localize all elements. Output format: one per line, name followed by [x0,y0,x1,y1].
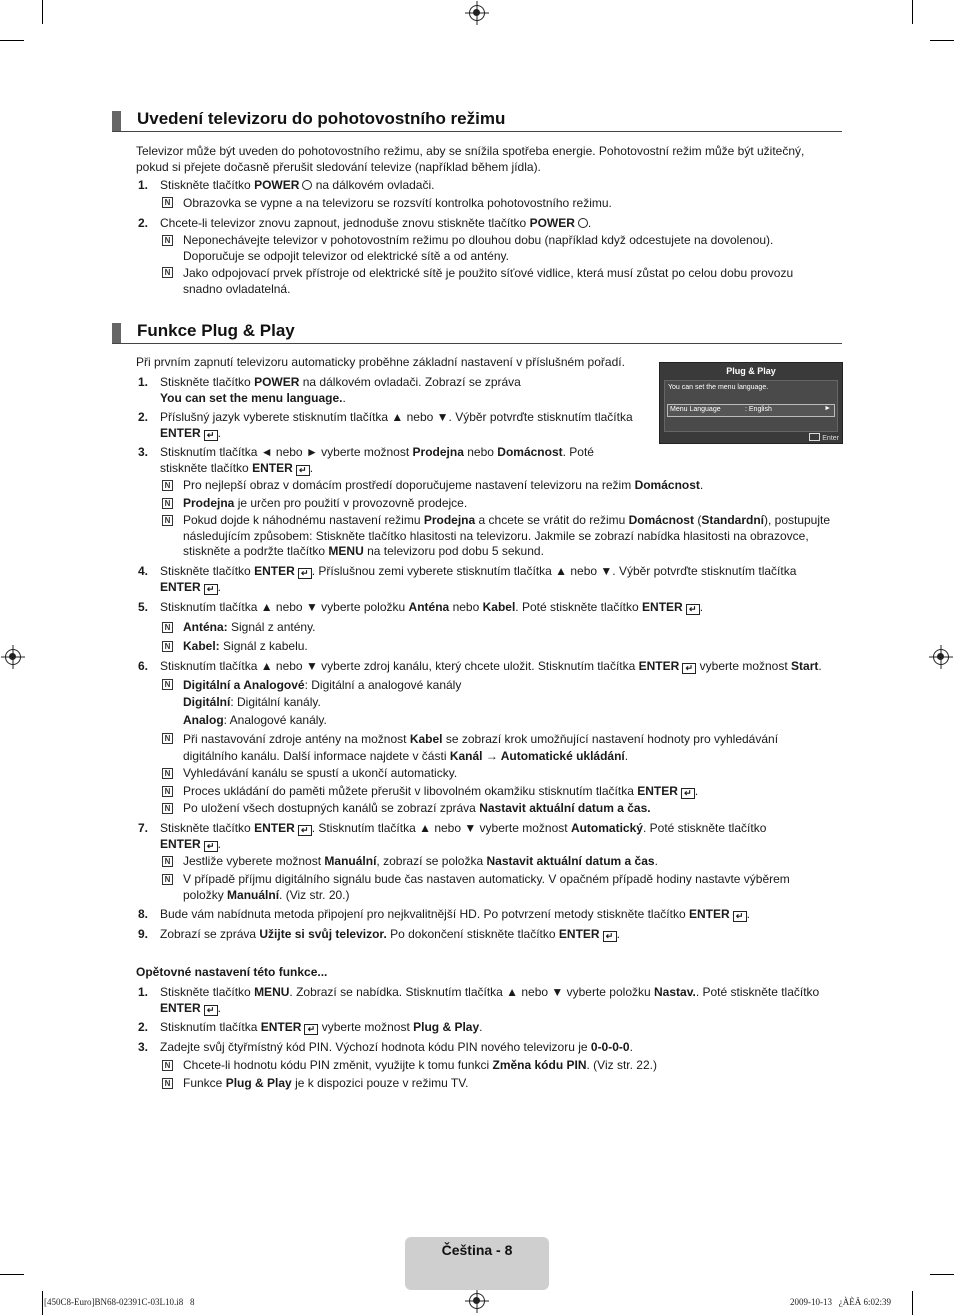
note-text [183,801,651,817]
section-heading-standby [112,111,842,132]
note-text [183,784,698,800]
text: . [624,749,629,763]
enter-icon: ↵ [204,841,218,852]
option-name: Domácnost [634,478,700,492]
text: Pro nejlepší obraz v domácím prostředí doporučujeme nastavení televizoru na režim [183,478,632,492]
text: na televizoru pod dobu 5 sekund. [367,544,544,558]
crop-mark [42,1291,43,1315]
text: , zobrazí se položka [376,854,484,868]
step-number: 1. [138,375,149,389]
note-icon: N [162,786,173,797]
text: na dálkovém ovladači. Zobrazí se zpráva [302,375,521,389]
text: Po uložení všech dostupných kanálů se zobrazí zpráva [183,801,476,815]
button-name: ENTER [688,907,730,921]
print-info-left: [450C8-Euro]BN68-02391C-03L10.i8 8 [44,1297,195,1307]
enter-icon: ↵ [298,825,312,836]
text: . Stisknutím tlačítka ▲ nebo ▼ vyberte možnost [311,821,568,835]
button-name: MENU [328,544,364,558]
osd-field-label: Menu Language [670,406,721,413]
text-line: Neponechávejte televizor v pohotovostním režimu po dlouhou dobu (například když odcestujete na dovolenou). [183,233,774,247]
option-name: Kabel [482,600,516,614]
text: . (Viz str. 20.) [279,887,350,902]
note-icon: N [162,498,173,509]
pin-value: 0-0-0-0 [590,1040,630,1054]
text: Stisknutím tlačítka ▲ nebo ▼ vyberte zdroj kanálu, který chcete uložit. Stisknutím tlačítka [160,659,636,673]
step-number: 1. [138,985,149,999]
enter-icon: ↵ [304,1024,318,1035]
option-name: Digitální [183,695,231,710]
text: položky [183,887,224,902]
button-name: POWER [254,178,300,192]
note-icon: N [162,197,173,208]
registration-mark-icon [469,5,485,21]
text-line: V případě příjmu digitálního signálu bude čas nastaven automaticky. V opačném případě hodiny nastavte výběrem [183,872,790,886]
enter-icon: ↵ [296,465,310,476]
registration-mark-icon [5,649,21,665]
crop-mark [0,1274,24,1275]
option-name: Nastav. [654,985,696,999]
text: Pokud dojde k náhodnému nastavení režimu [183,513,421,527]
step-number: 8. [138,907,149,921]
section-title: Funkce Plug & Play [137,321,295,340]
enter-icon [809,433,820,441]
crop-mark [42,0,43,24]
note-icon: N [162,515,173,526]
note-icon: N [162,803,173,814]
step-text [160,178,434,194]
note-icon: N [162,768,173,779]
step-text [160,445,650,476]
button-name: ENTER [160,836,201,851]
text: Zadejte svůj čtyřmístný kód PIN. Výchozí hodnota kódu PIN nového televizoru je [160,1040,588,1054]
text: ), postupujte [763,513,831,527]
note-icon: N [162,480,173,491]
step-text [160,375,650,406]
text: Stiskněte tlačítko [160,178,251,192]
print-info-right: 2009-10-13 ¿ÀÈÄ 6:02:39 [790,1297,891,1307]
note-text [183,233,773,264]
option-name: Manuální [324,854,377,868]
note-icon: N [162,1060,173,1071]
text: Proces ukládání do paměti můžete přerušit v libovolném okamžiku stisknutím tlačítka [183,784,634,798]
note-text [183,639,308,655]
enter-icon: ↵ [681,788,695,799]
text: . [587,216,592,230]
text-line: Příslušný jazyk vyberete stisknutím tlačítka ▲ nebo ▼. Výběr potvrďte stisknutím tlačítka [160,410,633,424]
page-number-tab [405,1237,549,1290]
note-text [183,266,793,297]
text: Jestliže vyberete možnost [183,854,322,868]
button-name: ENTER [558,927,600,941]
step-text [160,1020,483,1036]
button-name: ENTER [252,460,293,475]
step-number: 2. [138,1020,149,1034]
note-icon: N [162,733,173,744]
text: Zobrazí se zpráva [160,927,257,941]
note-text [183,854,658,870]
page-number: Čeština - 8 [441,1242,513,1258]
option-name: Plug & Play [413,1020,480,1034]
step-number: 7. [138,821,149,835]
text: . Poté stiskněte tlačítko [695,985,820,999]
button-name: ENTER [160,579,201,594]
step-text [160,410,650,441]
text: stiskněte a podržte tlačítko [183,544,326,558]
option-name: Anténa [408,600,450,614]
button-name: POWER [254,375,300,389]
note-icon: N [162,874,173,885]
paragraph [136,144,836,175]
note-icon: N [162,641,173,652]
text: : Digitální a analogové kanály [304,678,462,692]
osd-enter-hint [809,433,839,442]
text: a chcete se vrátit do režimu [478,513,626,527]
step-text [160,985,840,1016]
enter-icon: ↵ [686,604,700,615]
crop-mark [930,1274,954,1275]
step-text [160,216,591,232]
text: digitálního kanálu. Další informace najdete v části [183,749,447,763]
text-line: následujícím způsobem: Stiskněte tlačítko hlasitosti na televizoru. Jakmile se zobrazí nabídka hlasitosti na obrazovce, [183,528,809,543]
osd-message-ref: Užijte si svůj televizor. [259,927,387,941]
step-number: 2. [138,410,149,424]
text-line: pokud si přejete dočasně přerušit sledování televize (například během jídla). [136,159,541,174]
power-icon [302,180,312,190]
button-name: ENTER [160,1000,201,1015]
text: . Zobrazí se nabídka. Stisknutím tlačítka ▲ nebo ▼ vyberte položku [289,985,651,999]
step-number: 3. [138,445,149,459]
option-name: Kabel: [183,639,220,653]
step-number: 2. [138,216,149,230]
text: : Analogové kanály. [223,712,327,727]
step-number: 6. [138,659,149,673]
text: ( [697,513,702,527]
text: . [746,907,750,921]
enter-icon: ↵ [603,931,617,942]
text: . [342,390,346,405]
option-name: Prodejna [183,496,235,510]
paragraph: Při prvním zapnutí televizoru automaticky proběhne základní nastavení v příslušném pořadí. [136,355,625,369]
osd-title: Plug & Play [726,366,776,376]
enter-icon: ↵ [204,584,218,595]
text: . [654,854,658,868]
enter-icon: ↵ [733,911,747,922]
text: Bude vám nabídnuta metoda připojení pro nejkvalitnější HD. Po potvrzení metody stiskněte tlačítko [160,907,686,921]
text: . [217,425,222,440]
note-text [183,1058,657,1074]
text: Funkce [183,1076,223,1090]
enter-icon: ↵ [682,663,696,674]
note-icon: N [162,267,173,278]
text: . [217,579,222,594]
text: . [217,1000,222,1015]
button-name: ENTER [642,600,683,614]
button-name: ENTER [638,659,680,673]
section-heading-plug-and-play [112,323,842,344]
text: . (Viz str. 22.) [586,1058,657,1072]
text: Chcete-li televizor znovu zapnout, jednoduše znovu stiskněte tlačítko [160,216,527,230]
note-icon: N [162,1078,173,1089]
text: nebo [452,600,480,614]
note-icon: N [162,235,173,246]
enter-icon: ↵ [204,1005,218,1016]
note-icon: N [162,856,173,867]
step-text [160,564,840,595]
step-number: 9. [138,927,149,941]
note-text [183,677,461,729]
text: . [616,927,620,941]
text: . [694,784,699,798]
note-icon: N [162,679,173,690]
note-text: Vyhledávání kanálu se spustí a ukončí automaticky. [183,766,458,780]
crop-mark [0,40,24,41]
text: . Poté stiskněte tlačítko [515,600,639,614]
text-line: Doporučuje se odpojit televizor od elektrické sítě a od antény. [183,248,509,263]
step-text [160,821,840,852]
text: Po dokončení stiskněte tlačítko [390,927,556,941]
note-text [183,620,316,636]
osd-body [664,380,838,432]
option-name: Anténa: [183,620,228,634]
text: Signál z antény. [231,620,316,634]
note-text: Obrazovka se vypne a na televizoru se rozsvítí kontrolka pohotovostního režimu. [183,196,612,210]
option-name: Nastavit aktuální datum a čas [486,854,655,868]
text: Stisknutím tlačítka [160,1020,258,1034]
button-name: ENTER [254,821,295,835]
crop-mark [912,1291,913,1315]
osd-field-value: : English [745,406,772,413]
option-name: Domácnost [628,513,694,527]
menu-path: Kanál → Automatické ukládání [449,749,625,763]
option-name: Manuální [227,887,280,902]
text: Chcete-li hodnotu kódu PIN změnit, využijte k tomu funkci [183,1058,490,1072]
option-name: Kabel [409,732,443,746]
crop-mark [930,40,954,41]
osd-screenshot [659,362,843,444]
heading-bar [112,111,121,131]
registration-mark-icon [469,1293,485,1309]
subsection-title: Opětovné nastavení této funkce... [136,965,328,979]
step-text [160,659,822,675]
text: Stiskněte tlačítko [160,564,251,578]
note-text [183,731,778,765]
text: Signál z kabelu. [223,639,308,653]
step-text [160,907,750,923]
text: . [699,600,704,614]
step-text [160,1040,633,1056]
power-icon [578,218,588,228]
text: Při nastavování zdroje antény na možnost [183,732,407,746]
text: stiskněte tlačítko [160,460,249,475]
note-text [183,872,848,903]
text-line: Televizor může být uveden do pohotovostního režimu, aby se snížila spotřeba energie. Pohotovostní režim může být užitečný, [136,144,805,158]
text: . [217,836,222,851]
step-number: 3. [138,1040,149,1054]
enter-icon: ↵ [298,568,312,579]
option-name: Analog [183,712,224,727]
text: Stiskněte tlačítko [160,821,251,835]
osd-right-arrow-icon: ► [824,405,831,412]
heading-bar [112,323,121,343]
section-title: Uvedení televizoru do pohotovostního režimu [137,109,506,128]
osd-message: You can set the menu language. [668,384,769,391]
osd-enter-label: Enter [822,435,839,442]
option-name: Plug & Play [225,1076,292,1090]
step-number: 1. [138,178,149,192]
option-name: Automatický [570,821,643,835]
text: Stiskněte tlačítko [160,375,251,389]
text: : Digitální kanály. [230,695,321,710]
text: Stiskněte tlačítko [160,985,251,999]
option-name: Digitální a Analogové [183,678,305,692]
step-number: 4. [138,564,149,578]
option-name: Změna kódu PIN [492,1058,587,1072]
text: na dálkovém ovladači. [315,178,435,192]
osd-message-ref: Nastavit aktuální datum a čas. [479,801,651,815]
text: . Poté [562,445,594,459]
note-text [183,478,703,494]
text: Stisknutím tlačítka ◄ nebo ► vyberte možnost [160,445,410,459]
text-line: snadno ovladatelná. [183,281,291,296]
text: Stisknutím tlačítka ▲ nebo ▼ vyberte položku [160,600,406,614]
note-text [183,1076,469,1092]
button-name: ENTER [260,1020,302,1034]
text: vyberte možnost [321,1020,410,1034]
note-text [183,496,467,512]
note-icon: N [162,622,173,633]
text: . [818,659,822,673]
note-text [183,513,848,560]
button-name: POWER [529,216,575,230]
option-name: Prodejna [423,513,476,527]
step-number: 5. [138,600,149,614]
osd-message-ref: You can set the menu language. [160,390,343,405]
option-name: Domácnost [497,445,563,459]
osd-language-field [667,404,835,417]
text: . [479,1020,483,1034]
text: je k dispozici pouze v režimu TV. [295,1076,469,1090]
text: . [309,460,314,475]
crop-mark [912,0,913,24]
button-name: ENTER [160,425,201,440]
button-name: ENTER [637,784,678,798]
text: nebo [467,445,494,459]
text: je určen pro použití v provozovně prodejce. [237,496,468,510]
text: . [629,1040,633,1054]
text-line: Jako odpojovací prvek přístroje od elektrické sítě je použito síťové vidlice, která musí zůstat po celou dobu provozu [183,266,794,280]
text: . Příslušnou zemi vyberete stisknutím tlačítka ▲ nebo ▼. Výběr potvrďte stisknutím tlačítka [311,564,797,578]
option-name: Prodejna [412,445,464,459]
step-text [160,927,620,943]
text: . [699,478,704,492]
text: vyberte možnost [699,659,788,673]
step-text [160,600,703,616]
text: . Poté stiskněte tlačítko [642,821,767,835]
option-name: Start [791,659,819,673]
button-name: ENTER [254,564,295,578]
enter-icon: ↵ [204,430,218,441]
option-name: Standardní [701,513,764,527]
button-name: MENU [254,985,290,999]
registration-mark-icon [933,649,949,665]
text: se zobrazí krok umožňující nastavení hodnoty pro vyhledávání [445,732,779,746]
